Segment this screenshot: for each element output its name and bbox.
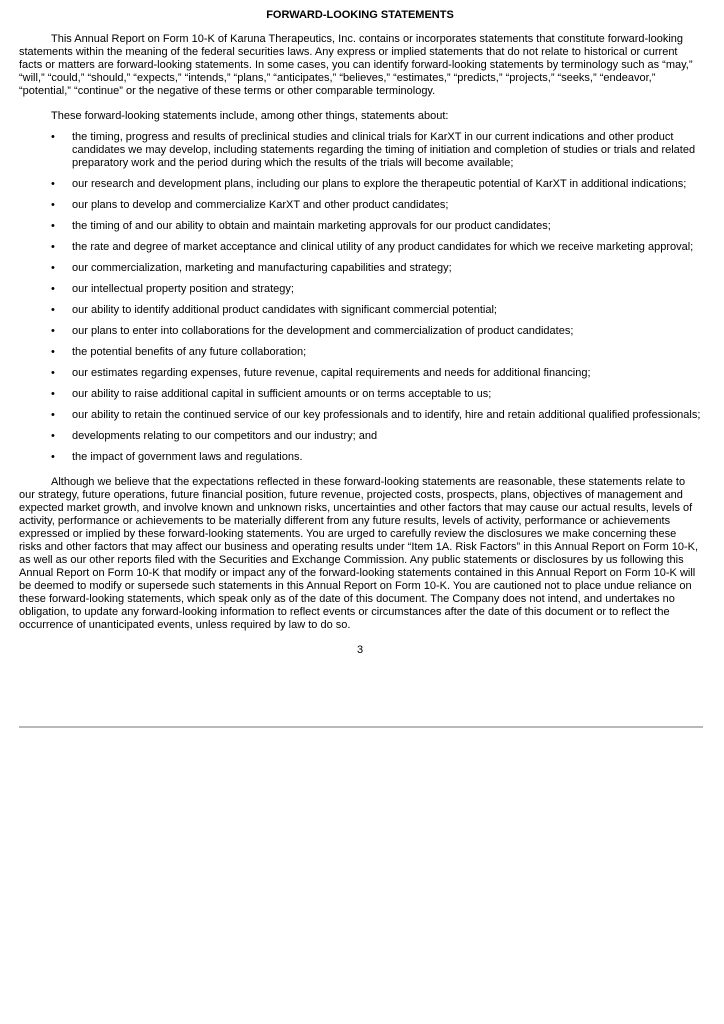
forward-looking-bullet-list xyxy=(19,131,701,464)
list-item xyxy=(19,409,701,422)
bullet-icon: • xyxy=(51,325,55,337)
bullet-icon: • xyxy=(51,131,55,143)
list-item xyxy=(19,430,701,443)
page-divider xyxy=(19,726,703,728)
list-item-text: the potential benefits of any future collaboration; xyxy=(72,346,307,358)
list-item-text: our research and development plans, including our plans to explore the therapeutic potential of KarXT in additional indications; xyxy=(72,178,687,190)
list-item-text: our commercialization, marketing and manufacturing capabilities and strategy; xyxy=(72,262,452,274)
bullet-icon: • xyxy=(51,451,55,463)
bullet-icon: • xyxy=(51,241,55,253)
bullet-icon: • xyxy=(51,367,55,379)
list-item xyxy=(19,325,701,338)
bullet-icon: • xyxy=(51,283,55,295)
list-item xyxy=(19,388,701,401)
list-item-text: our ability to identify additional product candidates with significant commercial potential; xyxy=(72,304,497,316)
bullet-icon: • xyxy=(51,262,55,274)
list-item-text: our plans to develop and commercialize KarXT and other product candidates; xyxy=(72,199,449,211)
list-item-text: our ability to raise additional capital in sufficient amounts or on terms acceptable to us; xyxy=(72,388,492,400)
bullet-icon: • xyxy=(51,178,55,190)
list-item-text: our ability to retain the continued service of our key professionals and to identify, hire and retain additional qualified professionals; xyxy=(72,409,701,421)
bullet-icon: • xyxy=(51,388,55,400)
bullet-icon: • xyxy=(51,220,55,232)
bullet-icon: • xyxy=(51,409,55,421)
document-page xyxy=(19,9,701,657)
list-item-text: the rate and degree of market acceptance and clinical utility of any product candidates for which we receive marketing approval; xyxy=(72,241,694,253)
bullet-icon: • xyxy=(51,304,55,316)
list-item-text: our plans to enter into collaborations for the development and commercialization of product candidates; xyxy=(72,325,574,337)
closing-paragraph: Although we believe that the expectations reflected in these forward-looking statements are reasonable, these statements relate to our strategy, future operations, future financial position, future revenue, projected costs, prospects, plans, objectives of management and expected market growth, and involve known and unknown risks, uncertainties and other factors that may cause our actual results, levels of activity, performance or achievements to be materially different from any future results, levels of activity, performance or achievements expressed or implied by these forward-looking statements. You are urged to carefully review the disclosures we make concerning these risks and other factors that may affect our business and operating results under “Item 1A. Risk Factors” in this Annual Report on Form 10-K, as well as our other reports filed with the Securities and Exchange Commission. Any public statements or disclosures by us following this Annual Report on Form 10-K that modify or impact any of the forward-looking statements contained in this Annual Report on Form 10-K will be deemed to modify or supersede such statements in this Annual Report on Form 10-K. You are cautioned not to place undue reliance on these forward-looking statements, which speak only as of the date of this document. The Company does not intend, and undertakes no obligation, to update any forward-looking information to reflect events or circumstances after the date of this document or to reflect the occurrence of unanticipated events, unless required by law to do so. xyxy=(19,476,699,631)
list-item xyxy=(19,283,701,296)
list-item-text: our intellectual property position and strategy; xyxy=(72,283,294,295)
bullet-icon: • xyxy=(51,199,55,211)
list-intro: These forward-looking statements include, among other things, statements about: xyxy=(51,110,449,122)
intro-paragraph: This Annual Report on Form 10-K of Karuna Therapeutics, Inc. contains or incorporates statements that constitute forward-looking statements within the meaning of the federal securities laws. Any express or implied statements that do not relate to historical or current facts or matters are forward-looking statements. In some cases, you can identify forward-looking statements by terminology such as “may,” “will,” “could,” “should,” “expects,” “intends,” “plans,” “anticipates,” “believes,” “estimates,” “predicts,” “projects,” “seeks,” “endeavor,” “potential,” “continue” or the negative of these terms or other comparable terminology. xyxy=(19,33,693,97)
list-item-text: the timing, progress and results of preclinical studies and clinical trials for KarXT in our current indications and other product candidates we may develop, including statements regarding the timing of initiation and completion of studies or trials and related preparatory work and the period during which the results of the trials will become available; xyxy=(72,131,696,169)
list-item xyxy=(19,367,701,380)
list-item xyxy=(19,241,701,254)
list-item-text: the impact of government laws and regulations. xyxy=(72,451,303,463)
list-item xyxy=(19,220,701,233)
bullet-icon: • xyxy=(51,430,55,442)
list-item xyxy=(19,199,701,212)
section-title: FORWARD-LOOKING STATEMENTS xyxy=(266,9,454,21)
list-item xyxy=(19,346,701,359)
list-item xyxy=(19,178,701,191)
list-item-text: developments relating to our competitors and our industry; and xyxy=(72,430,378,442)
list-item-text: the timing of and our ability to obtain and maintain marketing approvals for our product candidates; xyxy=(72,220,551,232)
bullet-icon: • xyxy=(51,346,55,358)
list-item-text: our estimates regarding expenses, future revenue, capital requirements and needs for additional financing; xyxy=(72,367,591,379)
list-item xyxy=(19,451,701,464)
list-item xyxy=(19,131,701,170)
page-number: 3 xyxy=(356,644,364,656)
list-item xyxy=(19,304,701,317)
list-item xyxy=(19,262,701,275)
